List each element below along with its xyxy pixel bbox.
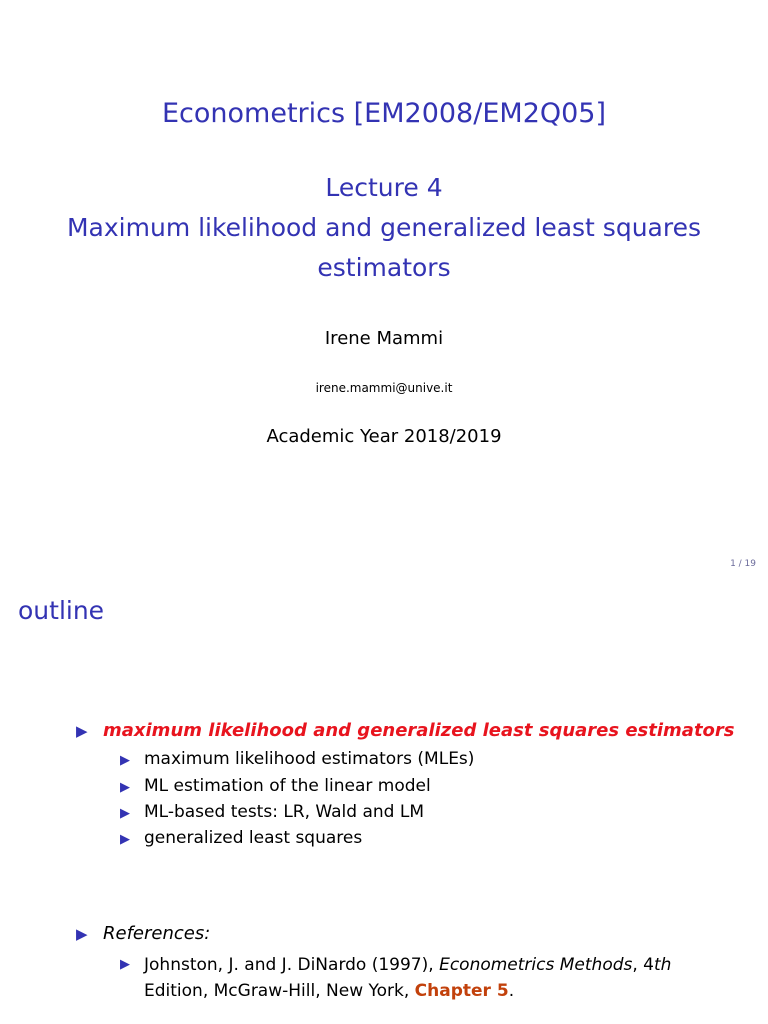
reference-publisher: Edition, McGraw-Hill, New York, [144,981,415,1001]
lecture-number: Lecture 4 [325,173,443,202]
reference-edition-suffix: th [654,955,672,975]
outline-slide [0,580,768,1024]
triangle-bullet-icon: ▶ [120,806,130,821]
triangle-bullet-icon: ▶ [120,780,130,795]
subtopic-item [120,749,474,769]
reference-chapter: Chapter 5 [414,981,509,1001]
author-name: Irene Mammi [324,328,444,349]
reference-book-title: Econometrics Methods [439,955,633,975]
subtopic-text: ML-based tests: LR, Wald and LM [144,802,425,822]
reference-authors: Johnston, J. and J. DiNardo (1997), [144,955,440,975]
triangle-bullet-icon: ▶ [120,832,130,847]
reference-edition-sep: , 4 [632,955,654,975]
triangle-bullet-icon: ▶ [120,957,130,972]
reference-entry [120,952,671,1004]
page-number: 1 / 19 [730,559,756,569]
main-topic-item [76,720,735,741]
lecture-subtitle-line1: Maximum likelihood and generalized least squares [66,213,701,242]
lecture-title-block [0,168,768,288]
subtopic-text: ML estimation of the linear model [144,776,431,796]
course-title: Econometrics [EM2008/EM2Q05] [161,98,607,129]
triangle-bullet-icon: ▶ [76,925,88,943]
reference-text [144,952,671,1004]
academic-year: Academic Year 2018/2019 [266,426,502,447]
author-email: irene.mammi@unive.it [315,381,453,395]
references-item [76,923,210,944]
outline-title: outline [18,596,105,625]
subtopic-item [120,802,424,822]
lecture-subtitle-line2: estimators [317,253,451,282]
subtopic-item [120,776,431,796]
main-topic-text: maximum likelihood and generalized least squares estimators [103,720,735,741]
subtopic-item [120,828,362,848]
triangle-bullet-icon: ▶ [76,722,88,740]
triangle-bullet-icon: ▶ [120,753,130,768]
subtopic-text: maximum likelihood estimators (MLEs) [144,749,475,769]
subtopic-text: generalized least squares [144,828,363,848]
reference-end: . [508,981,515,1001]
references-label: References: [103,923,211,944]
